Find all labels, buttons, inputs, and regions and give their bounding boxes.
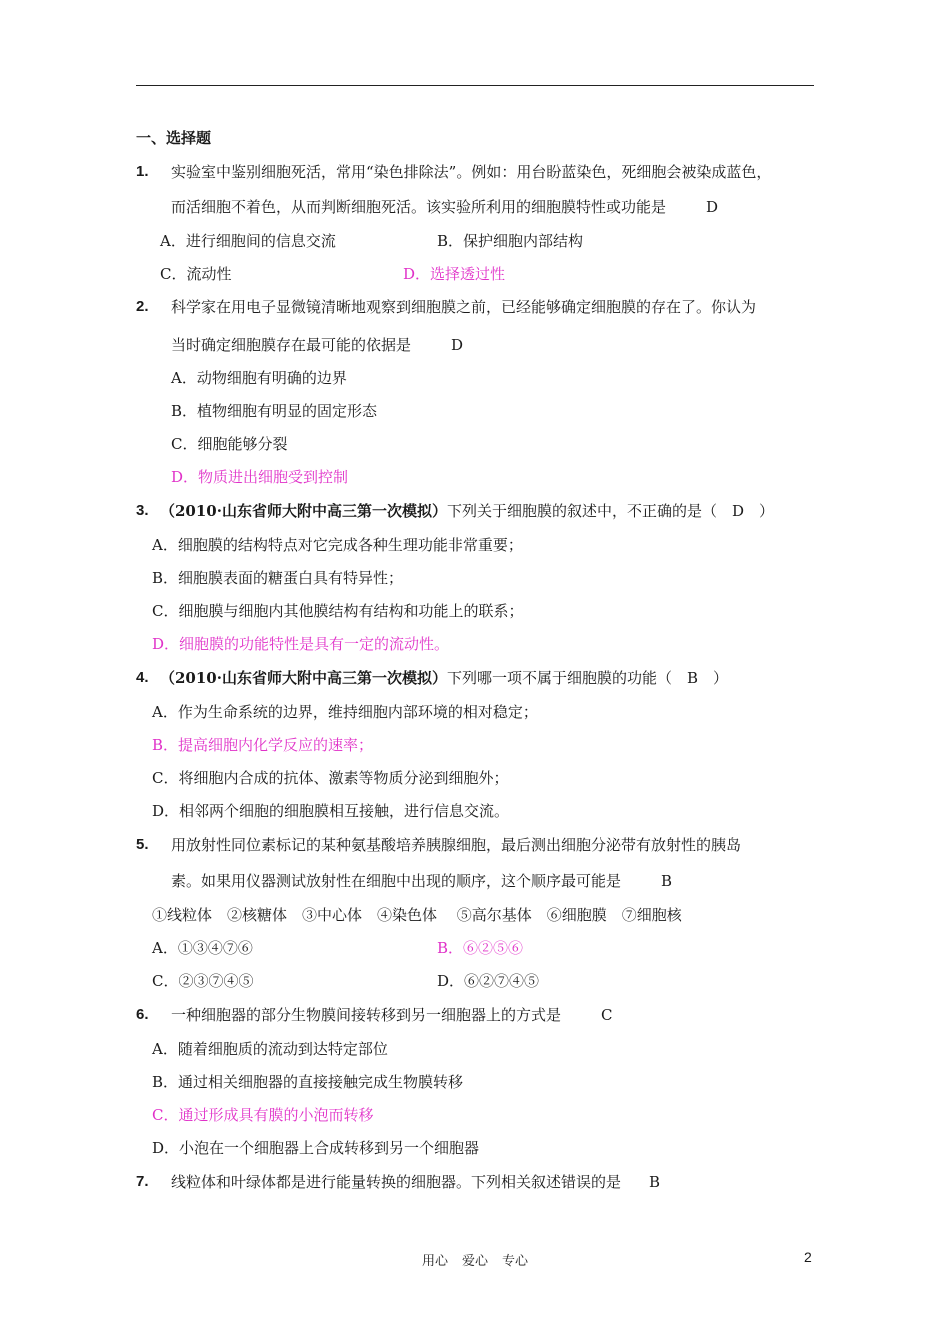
q4-option-d: D．相邻两个细胞的细胞膜相互接触，进行信息交流。 [152, 802, 510, 820]
q6-option-a: A．随着细胞质的流动到达特定部位 [152, 1040, 388, 1058]
q3-source: （2010·山东省师大附中高三第一次模拟） [160, 502, 447, 520]
q5-stem-line1: 用放射性同位素标记的某种氨基酸培养胰腺细胞，最后测出细胞分泌带有放射性的胰岛 [171, 836, 742, 854]
q6-option-b: B．通过相关细胞器的直接接触完成生物膜转移 [152, 1073, 464, 1091]
q1-number: 1. [136, 163, 149, 180]
header-rule [136, 85, 814, 86]
q7-stem: 线粒体和叶绿体都是进行能量转换的细胞器。下列相关叙述错误的是 B [171, 1173, 661, 1191]
q4-stem: （2010·山东省师大附中高三第一次模拟）下列哪一项不属于细胞膜的功能（ B ） [160, 669, 729, 687]
q3-option-b: B．细胞膜表面的糖蛋白具有特异性； [152, 569, 404, 587]
q5-answer: B [661, 872, 673, 890]
q7-number: 7. [136, 1173, 149, 1190]
q4-option-b: B．提高细胞内化学反应的速率； [152, 736, 374, 754]
q6-stem: 一种细胞器的部分生物膜间接转移到另一细胞器上的方式是 C [171, 1006, 613, 1024]
page-number: 2 [804, 1249, 812, 1265]
q2-answer: D [451, 336, 464, 354]
q2-number: 2. [136, 298, 149, 315]
q3-number: 3. [136, 502, 149, 519]
q2-stem-line2: 当时确定细胞膜存在最可能的依据是 D [171, 336, 464, 354]
q5-option-b: B．⑥②⑤⑥ [437, 939, 524, 957]
q1-option-c: C．流动性 [160, 265, 232, 283]
footer-text-1: 用心 [421, 1254, 448, 1269]
footer-text-3: 专心 [502, 1254, 529, 1269]
q3-option-c: C．细胞膜与细胞内其他膜结构有结构和功能上的联系； [152, 602, 524, 620]
q2-option-d: D．物质进出细胞受到控制 [171, 468, 349, 486]
q1-option-d: D．选择透过性 [403, 265, 506, 283]
q1-stem-line1: 实验室中鉴别细胞死活，常用“染色排除法”。例如：用台盼蓝染色，死细胞会被染成蓝色， [171, 163, 772, 181]
q5-stem-line2: 素。如果用仪器测试放射性在细胞中出现的顺序，这个顺序最可能是 B [171, 872, 673, 890]
q5-items: ①线粒体 ②核糖体 ③中心体 ④染色体 ⑤高尔基体 ⑥细胞膜 ⑦细胞核 [152, 906, 682, 924]
q5-number: 5. [136, 836, 149, 853]
q5-option-c: C．②③⑦④⑤ [152, 972, 254, 990]
q6-number: 6. [136, 1006, 149, 1023]
q2-option-c: C．细胞能够分裂 [171, 435, 288, 453]
q3-option-d: D．细胞膜的功能特性是具有一定的流动性。 [152, 635, 450, 653]
q1-answer: D [706, 198, 719, 216]
q5-option-d: D．⑥②⑦④⑤ [437, 972, 540, 990]
q1-stem-line2: 而活细胞不着色，从而判断细胞死活。该实验所利用的细胞膜特性或功能是 D [171, 198, 719, 216]
q6-option-c: C．通过形成具有膜的小泡而转移 [152, 1106, 374, 1124]
section-title: 一、选择题 [136, 129, 212, 147]
q2-stem-line1: 科学家在用电子显微镜清晰地观察到细胞膜之前，已经能够确定细胞膜的存在了。你认为 [171, 298, 757, 316]
q2-option-a: A．动物细胞有明确的边界 [171, 369, 347, 387]
q1-option-a: A．进行细胞间的信息交流 [160, 232, 336, 250]
q4-option-a: A．作为生命系统的边界，维持细胞内部环境的相对稳定； [152, 703, 538, 721]
q3-stem: （2010·山东省师大附中高三第一次模拟）下列关于细胞膜的叙述中，不正确的是（ D ） [160, 502, 775, 520]
q7-answer: B [649, 1173, 661, 1191]
q1-option-b: B．保护细胞内部结构 [437, 232, 584, 250]
q6-answer: C [601, 1006, 613, 1024]
q3-option-a: A．细胞膜的结构特点对它完成各种生理功能非常重要； [152, 536, 523, 554]
q4-number: 4. [136, 669, 149, 686]
q2-option-b: B．植物细胞有明显的固定形态 [171, 402, 378, 420]
q6-option-d: D．小泡在一个细胞器上合成转移到另一个细胞器 [152, 1139, 480, 1157]
q5-option-a: A．①③④⑦⑥ [152, 939, 253, 957]
q4-source: （2010·山东省师大附中高三第一次模拟） [160, 669, 447, 687]
q4-option-c: C．将细胞内合成的抗体、激素等物质分泌到细胞外； [152, 769, 509, 787]
footer-text-2: 爱心 [461, 1254, 488, 1269]
